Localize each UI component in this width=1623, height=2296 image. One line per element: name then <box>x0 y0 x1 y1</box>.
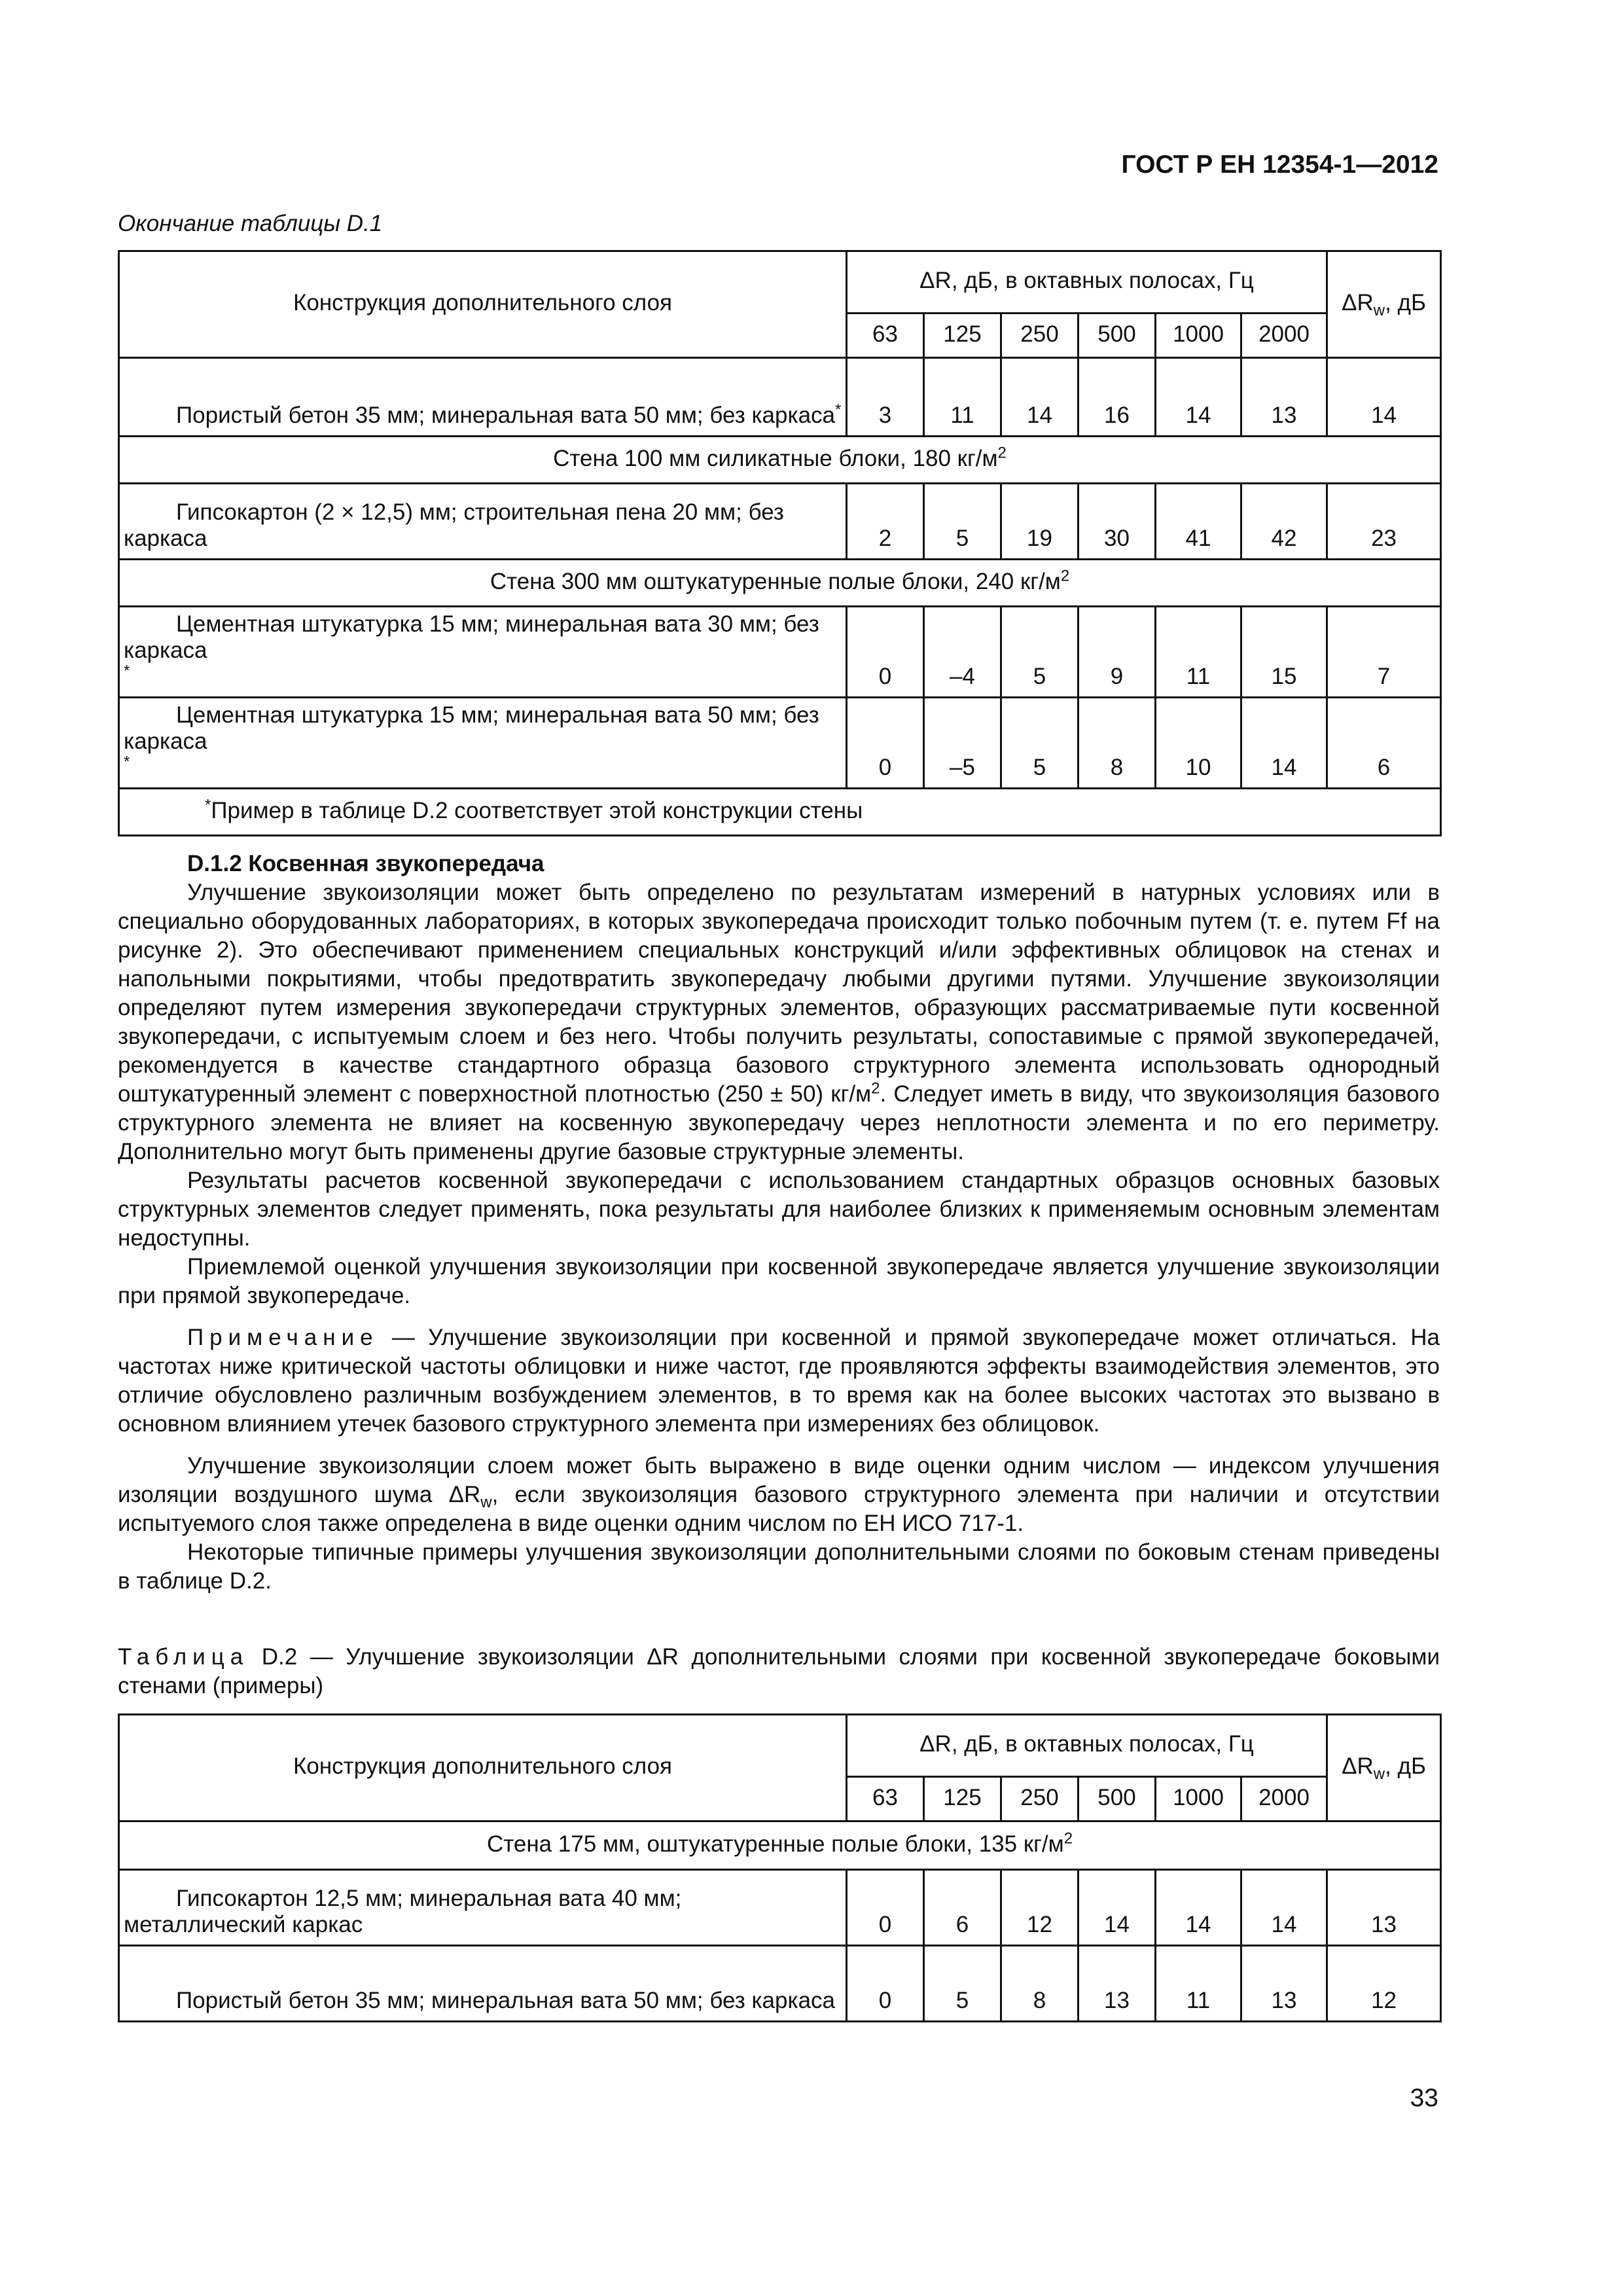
value-cell: 0 <box>847 1870 924 1946</box>
value-cell: 10 <box>1156 698 1241 789</box>
band-header: 250 <box>1001 1777 1079 1821</box>
section-d12 <box>118 850 1440 1596</box>
value-cell: 14 <box>1241 1870 1327 1946</box>
value-cell: 0 <box>847 607 924 698</box>
column-header-construction: Конструкция дополнительного слоя <box>119 251 847 358</box>
band-header: 1000 <box>1156 1777 1241 1821</box>
wall-row: Стена 300 мм оштукатуренные полые блоки, 240 $кг/м^2$ <box>119 560 1441 607</box>
column-header-delta-r: ΔR, дБ, в октавных полосах, Гц <box>847 251 1327 314</box>
column-header-rw: $\Delta R_w$, дБ <box>1327 251 1441 358</box>
band-header: 500 <box>1079 314 1156 358</box>
value-cell: 5 <box>1001 607 1079 698</box>
value-cell: 14 <box>1079 1870 1156 1946</box>
value-cell: 30 <box>1079 484 1156 560</box>
value-cell: 13 <box>1079 1946 1156 2022</box>
wall-row: Стена 175 мм, оштукатуренные полые блоки, 135 $кг/м^2$ <box>119 1821 1441 1870</box>
band-header: 2000 <box>1241 1777 1327 1821</box>
value-cell: 41 <box>1156 484 1241 560</box>
section-heading: D.1.2 Косвенная звукопередача <box>187 851 544 876</box>
value-cell: 19 <box>1001 484 1079 560</box>
band-header: 63 <box>847 314 924 358</box>
value-cell: 14 <box>1327 358 1441 437</box>
value-cell: 0 <box>847 698 924 789</box>
table-row <box>119 1870 1441 1946</box>
paragraph: Улучшение звукоизоляции слоем может быть выражено в виде оценки одним числом — индексом улучшения изоляции воздушного шума $\Delta R_w$, если звукоизоляция базового структурного элемента при наличии и отсутствии испытуемого слоя также определена в виде оценки одним числом по ЕН ИСО 717-1. <box>118 1453 1440 1536</box>
value-cell: 5 <box>1001 698 1079 789</box>
value-cell: 13 <box>1327 1870 1441 1946</box>
table-row <box>119 698 1441 789</box>
value-cell: 14 <box>1001 358 1079 437</box>
construction-cell: Пористый бетон 35 мм; минеральная вата 50 мм; без каркаса* <box>119 358 847 437</box>
column-header-delta-r: ΔR, дБ, в октавных полосах, Гц <box>847 1715 1327 1777</box>
construction-cell: Пористый бетон 35 мм; минеральная вата 50 мм; без каркаса <box>119 1946 847 2022</box>
value-cell: 5 <box>924 1946 1001 2022</box>
band-header: 500 <box>1079 1777 1156 1821</box>
band-header: 2000 <box>1241 314 1327 358</box>
value-cell: 3 <box>847 358 924 437</box>
table-row <box>119 607 1441 698</box>
table-row <box>119 358 1441 437</box>
value-cell: 5 <box>924 484 1001 560</box>
value-cell: 8 <box>1001 1946 1079 2022</box>
construction-cell: Гипсокартон (2 × 12,5) мм; строительная пена 20 мм; без каркаса <box>119 484 847 560</box>
table-d2 <box>118 1713 1442 2022</box>
band-header: 63 <box>847 1777 924 1821</box>
band-header: 125 <box>924 1777 1001 1821</box>
value-cell: 15 <box>1241 607 1327 698</box>
value-cell: 11 <box>1156 1946 1241 2022</box>
value-cell: 42 <box>1241 484 1327 560</box>
column-header-rw: $\Delta R_w$, дБ <box>1327 1715 1441 1821</box>
value-cell: 11 <box>924 358 1001 437</box>
construction-cell: Цементная штукатурка 15 мм; минеральная вата 50 мм; без каркаса* <box>119 698 847 789</box>
wall-row: Стена 100 мм силикатные блоки, 180 $кг/м^2$ <box>119 437 1441 484</box>
band-header: 250 <box>1001 314 1079 358</box>
value-cell: 0 <box>847 1946 924 2022</box>
construction-cell: Цементная штукатурка 15 мм; минеральная вата 30 мм; без каркаса* <box>119 607 847 698</box>
value-cell: –5 <box>924 698 1001 789</box>
column-header-construction: Конструкция дополнительного слоя <box>119 1715 847 1821</box>
table-d2-title: Таблица D.2 — Улучшение звукоизоляции ΔR дополнительными слоями при косвенной звукопередаче боковыми стенами (примеры) <box>118 1644 1440 1698</box>
band-header: 125 <box>924 314 1001 358</box>
document-code: ГОСТ Р ЕН 12354-1—2012 <box>1121 151 1438 179</box>
page-number: 33 <box>1410 2084 1438 2112</box>
paragraph: Результаты расчетов косвенной звукопередачи с использованием стандартных образцов основных базовых структурных элементов следует применять, пока результаты для наиболее близких к применяемым основным элементам недоступны. <box>118 1168 1440 1251</box>
value-cell: 12 <box>1001 1870 1079 1946</box>
value-cell: 6 <box>1327 698 1441 789</box>
value-cell: 9 <box>1079 607 1156 698</box>
table-row <box>119 1946 1441 2022</box>
table-footnote: *Пример в таблице D.2 соответствует этой конструкции стены <box>119 789 1441 836</box>
table-d1 <box>118 250 1442 836</box>
table-row <box>119 484 1441 560</box>
value-cell: 14 <box>1156 1870 1241 1946</box>
value-cell: 14 <box>1156 358 1241 437</box>
paragraph: Некоторые типичные примеры улучшения звукоизоляции дополнительными слоями по боковым стенам приведены в таблице D.2. <box>118 1539 1440 1594</box>
value-cell: 13 <box>1241 358 1327 437</box>
value-cell: 8 <box>1079 698 1156 789</box>
value-cell: 6 <box>924 1870 1001 1946</box>
value-cell: –4 <box>924 607 1001 698</box>
table-continuation-caption: Окончание таблицы D.1 <box>118 211 383 236</box>
construction-cell: Гипсокартон 12,5 мм; минеральная вата 40 мм; металлический каркас <box>119 1870 847 1946</box>
value-cell: 14 <box>1241 698 1327 789</box>
value-cell: 11 <box>1156 607 1241 698</box>
note: Примечание — Улучшение звукоизоляции при косвенной и прямой звукопередаче может отличаться. На частотах ниже критической частоты облицовки и ниже частот, где проявляются эффекты взаимодействия элементов, это отличие обусловлено различным возбуждением элементов, в то время как на более высоких частотах это вызвано в основном влиянием утечек базового структурного элемента при измерениях без облицовок. <box>118 1325 1440 1437</box>
value-cell: 2 <box>847 484 924 560</box>
value-cell: 23 <box>1327 484 1441 560</box>
value-cell: 7 <box>1327 607 1441 698</box>
value-cell: 16 <box>1079 358 1156 437</box>
value-cell: 13 <box>1241 1946 1327 2022</box>
value-cell: 12 <box>1327 1946 1441 2022</box>
band-header: 1000 <box>1156 314 1241 358</box>
paragraph: Приемлемой оценкой улучшения звукоизоляции при косвенной звукопередаче является улучшение звукоизоляции при прямой звукопередаче. <box>118 1254 1440 1308</box>
paragraph: Улучшение звукоизоляции может быть определено по результатам измерений в натурных условиях или в специально оборудованных лабораториях, в которых звукопередача происходит только побочным путем (т. е. путем Ff на рисунке 2). Это обеспечивают применением специальных конструкций и/или эффективных облицовок на стенах и напольными покрытиями, чтобы предотвратить звукопередачу любыми другими путями. Улучшение звукоизоляции определяют путем измерения звукопередачи структурных элементов, образующих рассматриваемые пути косвенной звукопередачи, с испытуемым слоем и без него. Чтобы получить результаты, сопоставимые с прямой звукопередачей, рекомендуется в качестве стандартного образца базового структурного элемента использовать однородный оштукатуренный элемент с поверхностной плотностью (250 ± 50) $кг/м^2$. Следует иметь в виду, что звукоизоляция базового структурного элемента не влияет на косвенную звукопередачу через неплотности элемента и по его периметру. Дополнительно могут быть применены другие базовые структурные элементы. <box>118 880 1440 1164</box>
